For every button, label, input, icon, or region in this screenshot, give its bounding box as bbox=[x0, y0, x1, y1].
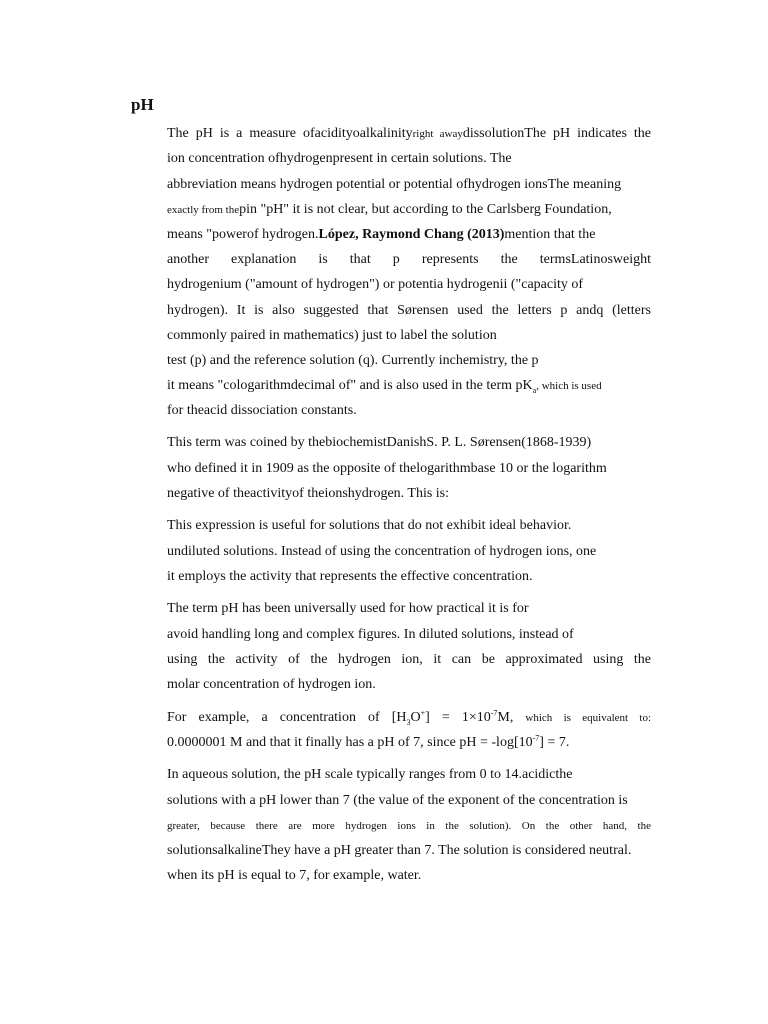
paragraph-4-line-3: using the activity of the hydrogen ion, it can be approximated using the bbox=[167, 652, 651, 667]
document-heading: pH bbox=[131, 95, 154, 114]
paragraph-6-line-1: In aqueous solution, the pH scale typically ranges from 0 to 14.acidicthe bbox=[167, 767, 573, 782]
paragraph-6-line-2: solutions with a pH lower than 7 (the value of the exponent of the concentration is bbox=[167, 793, 628, 808]
paragraph-2-line-3: negative of theactivityof theionshydrogen. This is: bbox=[167, 486, 450, 501]
paragraph-1-line-10: test (p) and the reference solution (q). Currently inchemistry, the p bbox=[167, 353, 539, 368]
paragraph-1-line-3: abbreviation means hydrogen potential or potential ofhydrogen ionsThe meaning bbox=[167, 177, 622, 192]
paragraph-1-line-1: The pH is a measure ofacidityoalkalinityright awaydissolutionThe pH indicates the bbox=[167, 126, 651, 141]
paragraph-1-line-4: exactly from thepin "pH" it is not clear, but according to the Carlsberg Foundation, bbox=[167, 202, 612, 217]
paragraph-3-line-2: undiluted solutions. Instead of using the concentration of hydrogen ions, one bbox=[167, 544, 597, 559]
paragraph-4-line-1: The term pH has been universally used for how practical it is for bbox=[167, 601, 529, 616]
paragraph-1-line-6: another explanation is that p represents the termsLatinosweight bbox=[167, 252, 651, 267]
paragraph-5-line-1: For example, a concentration of $[H_3O^+] = 1\times 10^{-7}M$, which is equivalent to: bbox=[167, 708, 651, 727]
paragraph-6-line-4: solutionsalkalineThey have a pH greater than 7. The solution is considered neutral. bbox=[167, 843, 632, 858]
paragraph-1-line-7: hydrogenium ("amount of hydrogen") or potentia hydrogenii ("capacity of bbox=[167, 277, 584, 292]
paragraph-3-line-1: This expression is useful for solutions that do not exhibit ideal behavior. bbox=[167, 518, 572, 533]
paragraph-1-line-5: means "powerof hydrogen.López, Raymond Chang (2013)mention that the bbox=[167, 227, 596, 242]
paragraph-1-line-12: for theacid dissociation constants. bbox=[167, 403, 357, 418]
paragraph-2-line-2: who defined it in 1909 as the opposite of thelogarithmbase 10 or the logarithm bbox=[167, 461, 607, 476]
paragraph-4-line-2: avoid handling long and complex figures. In diluted solutions, instead of bbox=[167, 627, 574, 642]
paragraph-5-line-2: 0.0000001 M and that it finally has a pH of 7, since pH = $-\log[10^{-7}] = 7$. bbox=[167, 733, 570, 750]
paragraph-1-line-8: hydrogen). It is also suggested that Sørensen used the letters p andq (letters bbox=[167, 303, 651, 318]
citation: López, Raymond Chang (2013) bbox=[318, 227, 505, 242]
paragraph-6-line-5: when its pH is equal to 7, for example, water. bbox=[167, 868, 422, 883]
paragraph-3-line-3: it employs the activity that represents the effective concentration. bbox=[167, 569, 533, 584]
paragraph-1-line-9: commonly paired in mathematics) just to label the solution bbox=[167, 328, 497, 343]
paragraph-1-line-2: ion concentration ofhydrogenpresent in certain solutions. The bbox=[167, 151, 512, 166]
paragraph-1-line-11: it means "cologarithmdecimal of" and is also used in the term $pK_a$, which is used bbox=[167, 378, 602, 395]
paragraph-6-line-3: greater, because there are more hydrogen ions in the solution). On the other hand, the bbox=[167, 820, 651, 832]
paragraph-4-line-4: molar concentration of hydrogen ion. bbox=[167, 677, 376, 692]
paragraph-2-line-1: This term was coined by thebiochemistDanishS. P. L. Sørensen(1868-1939) bbox=[167, 435, 592, 450]
